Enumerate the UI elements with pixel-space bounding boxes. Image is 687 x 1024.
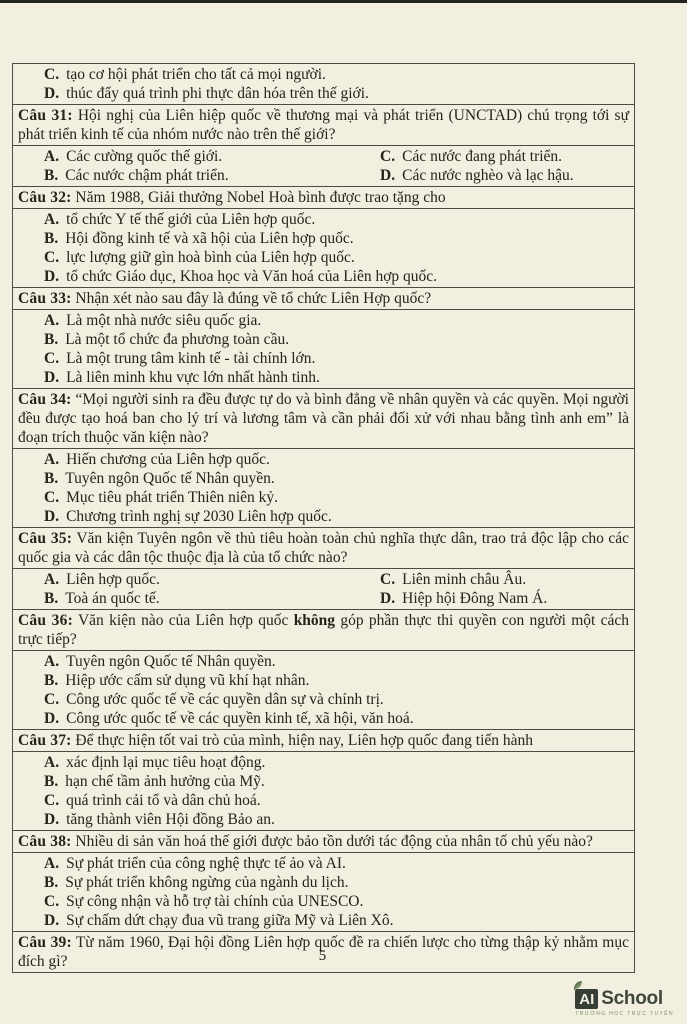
question-text (18, 188, 629, 207)
question-label: Câu 34: (18, 391, 72, 408)
option-letter: C. (380, 571, 396, 588)
question-label: Câu 35: (18, 530, 73, 547)
option-text: Liên hợp quốc. (66, 571, 160, 588)
option-letter: B. (44, 167, 59, 184)
option-text: Toà án quốc tế. (65, 590, 160, 607)
option-text: Liên minh châu Âu. (402, 571, 527, 588)
answer-option (18, 810, 629, 829)
option-letter: D. (44, 268, 60, 285)
question-block (13, 187, 634, 209)
answer-option (18, 450, 629, 469)
question-pre: “Mọi người sinh ra đều được tự do và bình đẳng về nhân quyền và các quyền. Mọi người đều được tạo hoá ban cho lý trí và lương tâm và cần phải đối xử với nhau bằng tình anh em” là đoạn trích thuộc văn kiện nào? (18, 391, 629, 446)
logo-school-text: School (601, 988, 663, 1009)
question-text (18, 289, 629, 308)
option-letter: D. (44, 710, 60, 727)
question-label: Câu 39: (18, 934, 72, 951)
option-letter: B. (44, 874, 59, 891)
exam-table (12, 63, 635, 973)
option-text: Hiệp ước cấm sử dụng vũ khí hạt nhân. (65, 672, 310, 689)
option-letter: D. (44, 508, 60, 525)
option-text: Công ước quốc tế về các quyền dân sự và chính trị. (66, 691, 384, 708)
option-text: tổ chức Giáo dục, Khoa học và Văn hoá của Liên hợp quốc. (66, 268, 438, 285)
option-letter: D. (44, 912, 60, 929)
option-text: Tuyên ngôn Quốc tế Nhân quyền. (65, 470, 275, 487)
logo-ai-box: AI (575, 989, 598, 1009)
option-text: Sự phát triển không ngừng của ngành du lịch. (65, 874, 349, 891)
option-letter: D. (44, 369, 60, 386)
option-letter: B. (44, 470, 59, 487)
option-text: thúc đẩy quá trình phi thực dân hóa trên thế giới. (66, 85, 369, 102)
question-block (13, 730, 634, 752)
answer-option (18, 166, 354, 185)
answer-option (354, 570, 629, 589)
question-block (13, 288, 634, 310)
question-block (13, 610, 634, 651)
question-text (18, 529, 629, 567)
question-bold: không (293, 612, 336, 629)
options-block (13, 853, 634, 932)
answer-option (354, 166, 629, 185)
option-letter: A. (44, 855, 60, 872)
option-letter: B. (44, 230, 59, 247)
option-text: Tuyên ngôn Quốc tế Nhân quyền. (66, 653, 276, 670)
option-text: Hiến chương của Liên hợp quốc. (66, 451, 270, 468)
logo-row (575, 988, 674, 1010)
question-label: Câu 32: (18, 189, 72, 206)
question-pre: Nhận xét nào sau đây là đúng về tổ chức Liên Hợp quốc? (71, 290, 432, 307)
answer-option (18, 652, 629, 671)
option-text: Công ước quốc tế về các quyền kinh tế, xã hội, văn hoá. (66, 710, 414, 727)
option-text: Là một trung tâm kinh tế - tài chính lớn. (66, 350, 316, 367)
answer-option (18, 854, 629, 873)
scan-edge-top (0, 0, 687, 3)
question-pre: Từ năm 1960, Đại hội đồng Liên hợp quốc đề ra chiến lược cho từng thập kỷ nhằm mục đích gì? (18, 934, 629, 970)
answer-option (18, 709, 629, 728)
option-text: Là một nhà nước siêu quốc gia. (66, 312, 262, 329)
option-letter: B. (44, 773, 59, 790)
options-block (13, 310, 634, 389)
question-label: Câu 36: (18, 612, 73, 629)
answer-option (18, 210, 629, 229)
options-block (13, 569, 634, 610)
answer-option (18, 248, 629, 267)
option-letter: C. (380, 148, 396, 165)
answer-option (18, 873, 629, 892)
question-text (18, 106, 629, 144)
answer-option (18, 330, 629, 349)
option-text: Các nước chậm phát triển. (65, 167, 229, 184)
question-label: Câu 38: (18, 833, 72, 850)
option-text: Sự công nhận và hỗ trợ tài chính của UNESCO. (66, 893, 364, 910)
question-post: góp phần thực thi quyền con người một cách trực tiếp? (18, 612, 629, 648)
question-text (18, 731, 629, 750)
option-letter: A. (44, 571, 60, 588)
page-number: 5 (318, 948, 327, 964)
option-text: Sự phát triển của công nghệ thực tế ảo và AI. (66, 855, 346, 872)
option-text: quá trình cải tổ và dân chủ hoá. (66, 792, 261, 809)
option-letter: B. (44, 590, 59, 607)
answer-option (18, 570, 354, 589)
option-text: Chương trình nghị sự 2030 Liên hợp quốc. (66, 508, 332, 525)
option-text: tổ chức Y tế thế giới của Liên hợp quốc. (66, 211, 316, 228)
options-block (13, 449, 634, 528)
answer-option (18, 911, 629, 930)
answer-option (18, 791, 629, 810)
option-letter: C. (44, 66, 60, 83)
option-letter: D. (44, 85, 60, 102)
question-pre: Năm 1988, Giải thưởng Nobel Hoà bình được trao tặng cho (71, 189, 446, 206)
option-letter: C. (44, 350, 60, 367)
option-letter: C. (44, 691, 60, 708)
options-block (13, 64, 634, 105)
options-block (13, 651, 634, 730)
option-text: tạo cơ hội phát triển cho tất cả mọi người. (66, 66, 326, 83)
answer-option (18, 65, 629, 84)
option-text: Các cường quốc thế giới. (66, 148, 223, 165)
option-letter: A. (44, 312, 60, 329)
option-letter: A. (44, 211, 60, 228)
logo-leaf-icon (572, 980, 583, 991)
question-label: Câu 37: (18, 732, 72, 749)
answer-option (18, 147, 354, 166)
answer-option (18, 671, 629, 690)
option-letter: D. (44, 811, 60, 828)
answer-option (18, 469, 629, 488)
answer-option (18, 690, 629, 709)
question-pre: Hội nghị của Liên hiệp quốc về thương mại và phát triển (UNCTAD) chú trọng tới sự phát triển kinh tế của nhóm nước nào trên thế giới? (18, 107, 629, 143)
question-block (13, 528, 634, 569)
option-letter: D. (380, 167, 396, 184)
answer-option (18, 84, 629, 103)
option-letter: C. (44, 792, 60, 809)
option-letter: C. (44, 489, 60, 506)
option-text: Sự chấm dứt chạy đua vũ trang giữa Mỹ và Liên Xô. (66, 912, 394, 929)
option-letter: A. (44, 653, 60, 670)
footer-logo (575, 988, 674, 1017)
question-text (18, 390, 629, 447)
answer-option (18, 892, 629, 911)
option-letter: A. (44, 451, 60, 468)
question-label: Câu 33: (18, 290, 72, 307)
options-block (13, 752, 634, 831)
logo-tagline: TRƯỜNG HỌC TRỰC TUYẾN (575, 1011, 674, 1017)
options-block (13, 209, 634, 288)
option-text: tăng thành viên Hội đồng Bảo an. (66, 811, 275, 828)
answer-option (18, 229, 629, 248)
option-letter: B. (44, 672, 59, 689)
answer-option (18, 589, 354, 608)
question-pre: Để thực hiện tốt vai trò của mình, hiện nay, Liên hợp quốc đang tiến hành (71, 732, 534, 749)
question-text (18, 611, 629, 649)
question-text (18, 832, 629, 851)
question-pre: Nhiều di sản văn hoá thế giới được bảo tồn dưới tác động của nhân tố chủ yếu nào? (71, 833, 593, 850)
option-text: Các nước nghèo và lạc hậu. (402, 167, 574, 184)
option-letter: D. (380, 590, 396, 607)
question-block (13, 831, 634, 853)
answer-option (18, 349, 629, 368)
question-pre: Văn kiện Tuyên ngôn về thủ tiêu hoàn toàn chủ nghĩa thực dân, trao trả độc lập cho các quốc gia và các dân tộc thuộc địa là của tổ chức nào? (18, 530, 629, 566)
option-text: Hiệp hội Đông Nam Á. (402, 590, 548, 607)
answer-option (354, 147, 629, 166)
option-letter: C. (44, 893, 60, 910)
options-block (13, 146, 634, 187)
answer-option (18, 772, 629, 791)
option-text: lực lượng giữ gìn hoà bình của Liên hợp quốc. (66, 249, 355, 266)
option-text: Là liên minh khu vực lớn nhất hành tinh. (66, 369, 320, 386)
option-text: Mục tiêu phát triển Thiên niên kỷ. (66, 489, 279, 506)
option-text: Là một tổ chức đa phương toàn cầu. (65, 331, 290, 348)
question-pre: Văn kiện nào của Liên hợp quốc (72, 612, 294, 629)
option-letter: C. (44, 249, 60, 266)
answer-option (18, 311, 629, 330)
question-label: Câu 31: (18, 107, 73, 124)
option-text: hạn chế tầm ảnh hưởng của Mỹ. (65, 773, 265, 790)
option-letter: A. (44, 148, 60, 165)
answer-option (18, 488, 629, 507)
option-text: Các nước đang phát triển. (402, 148, 563, 165)
option-letter: B. (44, 331, 59, 348)
answer-option (18, 507, 629, 526)
question-block (13, 105, 634, 146)
answer-option (18, 267, 629, 286)
answer-option (354, 589, 629, 608)
question-block (13, 389, 634, 449)
option-letter: A. (44, 754, 60, 771)
option-text: Hội đồng kinh tế và xã hội của Liên hợp quốc. (65, 230, 354, 247)
option-text: xác định lại mục tiêu hoạt động. (66, 754, 266, 771)
answer-option (18, 753, 629, 772)
answer-option (18, 368, 629, 387)
